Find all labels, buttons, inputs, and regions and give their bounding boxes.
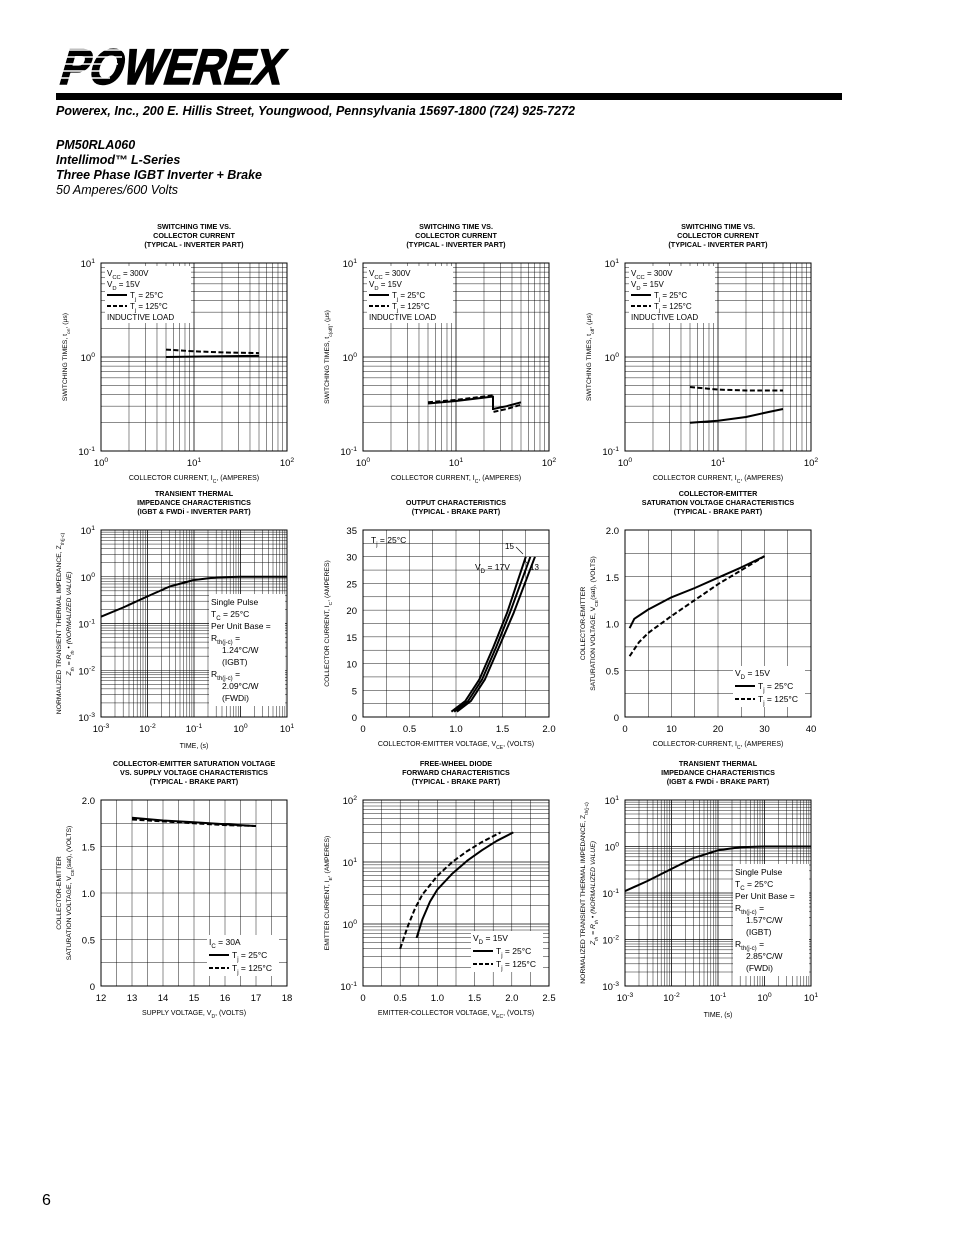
annotation: $R_{th(j-c)}$ = xyxy=(211,669,241,682)
y-tick-label: $10^{-1}$ xyxy=(340,446,357,458)
annotation: $T_j = 25^\circ C$ xyxy=(371,535,407,548)
x-tick-label: 1.5 xyxy=(495,724,510,735)
annotation: 13 xyxy=(530,563,539,572)
chart-title-line: COLLECTOR CURRENT xyxy=(677,231,759,240)
series-line xyxy=(690,387,783,391)
series-line xyxy=(166,350,259,354)
chart-title-line: (TYPICAL - BRAKE PART) xyxy=(411,507,501,516)
x-tick-label: 1.0 xyxy=(430,993,445,1004)
series-line xyxy=(630,556,765,656)
x-tick-label: $10^0$ xyxy=(617,457,633,469)
annotation: $R_{th(j-c)}$ = xyxy=(211,633,241,646)
x-tick-label: $10^0$ xyxy=(93,457,109,469)
y-tick-label: 2.0 xyxy=(605,526,619,537)
x-tick-label: 1.0 xyxy=(449,724,463,735)
annotation: Single Pulse xyxy=(211,597,259,607)
y-tick-label: $10^0$ xyxy=(80,352,95,364)
y-tick-label: 1.5 xyxy=(81,842,95,854)
y-tick-label: $10^2$ xyxy=(342,795,357,807)
chart-title-line: FORWARD CHARACTERISTICS xyxy=(402,768,510,777)
product-description: Three Phase IGBT Inverter + Brake xyxy=(56,168,262,182)
annotation: 1.57°C/W xyxy=(746,915,783,925)
x-tick-label: $10^1$ xyxy=(803,992,819,1004)
x-tick-label: 18 xyxy=(281,993,293,1004)
annotation: Per Unit Base = xyxy=(211,621,271,631)
y-axis-label: NORMALIZED TRANSIENT THERMAL IMPEDANCE, $Z_{th(j-c)}$ xyxy=(580,802,590,984)
x-tick-label: 12 xyxy=(95,993,107,1004)
x-tick-label: 2.5 xyxy=(542,993,556,1004)
series-line xyxy=(451,557,525,712)
chart-title-line: (TYPICAL - INVERTER PART) xyxy=(144,240,244,249)
x-tick-label: 17 xyxy=(250,993,262,1004)
y-tick-label: 30 xyxy=(346,552,357,564)
x-tick-label: $10^{-1}$ xyxy=(709,992,727,1004)
x-tick-label: 20 xyxy=(712,724,724,735)
chart-3 xyxy=(586,222,818,485)
annotation: 1.24°C/W xyxy=(222,645,259,655)
y-axis-label: SWITCHING TIMES, $t_{c(off)}$, (μs) xyxy=(324,310,334,404)
x-tick-label: 14 xyxy=(157,993,169,1004)
x-tick-label: $10^{-1}$ xyxy=(185,723,203,735)
y-axis-label: $Z_{th} = R_{th}$ • (NORMALIZED VALUE) xyxy=(590,840,600,946)
annotation: $V_D = 17V$ xyxy=(475,562,510,575)
legend-entry: $V_D = 15V$ xyxy=(369,280,402,292)
x-tick-label: $10^{-2}$ xyxy=(139,723,156,735)
x-tick-label: $10^{-3}$ xyxy=(92,723,110,735)
chart-title-line: IMPEDANCE CHARACTERISTICS xyxy=(661,768,775,777)
x-axis-label: TIME, (s) xyxy=(703,1012,733,1019)
y-tick-label: $10^{-3}$ xyxy=(78,712,95,724)
series-line xyxy=(166,356,259,357)
x-tick-label: $10^1$ xyxy=(186,457,202,469)
grid xyxy=(363,530,549,717)
x-axis-label: EMITTER-COLLECTOR VOLTAGE, $V_{EC}$, (VOLTS) xyxy=(377,1010,535,1020)
legend-entry: INDUCTIVE LOAD xyxy=(107,313,175,322)
legend-entry: $T_j = 125^\circ C$ xyxy=(496,959,536,972)
y-tick-label: 1.5 xyxy=(605,572,619,584)
y-tick-label: 20 xyxy=(346,606,357,618)
chart-title-line: (IGBT & FWDi - BRAKE PART) xyxy=(666,777,770,786)
y-tick-label: $10^0$ xyxy=(604,352,619,364)
y-tick-label: 15 xyxy=(346,632,357,644)
series-line xyxy=(690,409,783,423)
y-tick-label: 2.0 xyxy=(81,796,95,807)
legend-entry: $T_j = 125^\circ C$ xyxy=(130,302,168,314)
chart-title-line: (TYPICAL - INVERTER PART) xyxy=(668,240,768,249)
legend-entry: $V_D = 15V$ xyxy=(473,933,508,946)
annotation: $T_C = 25^\circ C$ xyxy=(211,609,250,622)
y-tick-label: 0.5 xyxy=(605,666,619,678)
y-tick-label: $10^0$ xyxy=(80,571,95,584)
x-tick-label: 1.5 xyxy=(467,993,482,1004)
legend-entry: $V_{CC} = 300V$ xyxy=(369,269,411,281)
legend-entry: $T_j = 25^\circ C$ xyxy=(392,291,426,303)
x-tick-label: 10 xyxy=(666,724,677,735)
chart-6 xyxy=(580,489,816,751)
chart-5 xyxy=(324,498,556,751)
x-axis-label: COLLECTOR-CURRENT, $I_C$, (AMPERES) xyxy=(652,741,784,751)
x-tick-label: $10^2$ xyxy=(803,457,819,469)
annotation: $T_C = 25^\circ C$ xyxy=(735,879,774,892)
chart-title-line: (TYPICAL - BRAKE PART) xyxy=(411,777,501,786)
y-tick-label: $10^1$ xyxy=(342,857,357,869)
chart-title-line: SWITCHING TIME VS. xyxy=(419,222,493,231)
svg-text:POWEREX: POWEREX xyxy=(54,38,326,95)
legend-entry: $T_j = 125^\circ C$ xyxy=(654,302,692,314)
chart-title-line: TRANSIENT THERMAL xyxy=(154,489,234,498)
annotation: 2.09°C/W xyxy=(222,681,259,691)
x-tick-label: 16 xyxy=(219,993,231,1004)
legend-entry: $V_{CC} = 300V$ xyxy=(107,269,149,281)
chart-title-line: COLLECTOR CURRENT xyxy=(415,231,497,240)
x-tick-label: 15 xyxy=(188,993,200,1004)
chart-title-line: (TYPICAL - BRAKE PART) xyxy=(673,507,763,516)
chart-7 xyxy=(56,759,292,1020)
y-tick-label: 1.0 xyxy=(605,619,619,631)
y-axis-label: COLLECTOR-EMITTER xyxy=(580,586,587,661)
y-tick-label: $10^{-2}$ xyxy=(602,934,619,947)
annotation: (FWDi) xyxy=(222,693,249,703)
x-tick-label: $10^1$ xyxy=(710,457,726,469)
annotation: $R_{th(j-c)}$ = xyxy=(735,939,765,952)
y-axis-label: SATURATION VOLTAGE, $V_{CE}(sat)$, (VOLTS) xyxy=(590,556,600,691)
y-tick-label: 1.0 xyxy=(81,889,95,900)
legend-entry: $V_D = 15V$ xyxy=(735,668,770,681)
y-tick-label: $10^{-1}$ xyxy=(78,446,95,458)
y-axis-label: EMITTER CURRENT, $I_E$, (AMPERES) xyxy=(324,835,334,951)
y-tick-label: $10^{-1}$ xyxy=(602,888,619,900)
legend-entry: $T_j = 125^\circ C$ xyxy=(392,302,430,314)
legend-entry: INDUCTIVE LOAD xyxy=(631,313,699,322)
x-tick-label: 30 xyxy=(759,724,770,735)
x-tick-label: 0 xyxy=(360,993,366,1004)
x-tick-label: 2.0 xyxy=(542,724,556,735)
y-tick-label: $10^{-1}$ xyxy=(78,618,95,631)
legend-entry: $V_D = 15V$ xyxy=(107,280,140,292)
legend-entry: $I_C = 30A$ xyxy=(209,937,241,950)
legend-entry: $T_j = 25^\circ C$ xyxy=(130,291,164,303)
x-tick-label: $10^2$ xyxy=(541,457,557,469)
x-axis-label: COLLECTOR CURRENT, $I_C$, (AMPERES) xyxy=(390,475,522,485)
chart-title-line: VS. SUPPLY VOLTAGE CHARACTERISTICS xyxy=(120,768,268,777)
part-number: PM50RLA060 xyxy=(56,138,136,152)
product-rating: 50 Amperes/600 Volts xyxy=(56,183,179,197)
chart-title-line: TRANSIENT THERMAL xyxy=(678,759,758,768)
y-tick-label: 10 xyxy=(346,659,357,671)
annotation: $R_{th(j-c)}$ = xyxy=(735,903,765,916)
x-tick-label: 0 xyxy=(622,724,628,735)
y-tick-label: 5 xyxy=(351,686,357,698)
chart-9 xyxy=(580,759,818,1019)
x-tick-label: 40 xyxy=(805,724,817,735)
y-tick-label: 0.5 xyxy=(81,935,95,947)
x-tick-label: $10^0$ xyxy=(355,457,371,469)
series-line xyxy=(428,395,521,412)
legend-entry: $V_D = 15V$ xyxy=(631,280,664,292)
annotation: Per Unit Base = xyxy=(735,891,795,901)
y-axis-label: SWITCHING TIMES, $t_{on}$, (μs) xyxy=(62,312,72,402)
legend-entry: $T_j = 25^\circ C$ xyxy=(758,681,794,694)
chart-title-line: COLLECTOR-EMITTER xyxy=(678,489,758,498)
legend-entry: $V_{CC} = 300V$ xyxy=(631,269,673,281)
y-tick-label: $10^{-3}$ xyxy=(602,981,619,993)
annotation: (FWDi) xyxy=(746,963,773,973)
x-tick-label: 0.5 xyxy=(402,724,417,735)
annotation: Single Pulse xyxy=(735,867,783,877)
chart-title-line: OUTPUT CHARACTERISTICS xyxy=(405,498,507,507)
y-tick-label: 35 xyxy=(346,526,357,537)
legend-entry: $T_j = 125^\circ C$ xyxy=(758,694,798,707)
legend-entry: $T_j = 25^\circ C$ xyxy=(232,950,268,963)
x-tick-label: 0 xyxy=(360,724,366,735)
chart-title-line: IMPEDANCE CHARACTERISTICS xyxy=(137,498,251,507)
y-axis-label: COLLECTOR-EMITTER xyxy=(56,856,63,930)
chart-4 xyxy=(56,489,294,750)
y-tick-label: $10^0$ xyxy=(342,919,357,931)
legend-entry: $T_j = 25^\circ C$ xyxy=(496,946,532,959)
chart-title-line: COLLECTOR CURRENT xyxy=(153,231,235,240)
x-tick-label: 0.5 xyxy=(393,993,407,1004)
annotation: (IGBT) xyxy=(746,927,772,937)
annotation: 2.85°C/W xyxy=(746,951,783,961)
y-tick-label: 0 xyxy=(613,713,619,724)
chart-title-line: (TYPICAL - BRAKE PART) xyxy=(149,777,239,786)
legend-entry: $T_j = 125^\circ C$ xyxy=(232,963,272,976)
company-address: Powerex, Inc., 200 E. Hillis Street, Youngwood, Pennsylvania 15697-1800 (724) 925-7272 xyxy=(56,104,575,118)
y-tick-label: 0 xyxy=(351,713,357,724)
y-tick-label: $10^1$ xyxy=(604,795,619,807)
legend-entry: INDUCTIVE LOAD xyxy=(369,313,437,322)
x-axis-label: COLLECTOR CURRENT, $I_C$, (AMPERES) xyxy=(128,475,260,485)
y-tick-label: $10^{-1}$ xyxy=(602,446,619,458)
chart-title-line: (IGBT & FWDi - INVERTER PART) xyxy=(137,507,251,516)
x-tick-label: $10^0$ xyxy=(233,723,248,735)
legend-entry: $T_j = 25^\circ C$ xyxy=(654,291,688,303)
y-axis-label: COLLECTOR CURRENT, $I_C$, (AMPERES) xyxy=(324,560,334,687)
y-tick-label: $10^1$ xyxy=(342,258,357,270)
y-tick-label: 0 xyxy=(89,982,95,993)
series-line xyxy=(630,556,765,628)
chart-1 xyxy=(62,222,294,485)
x-axis-label: TIME, (s) xyxy=(179,743,209,750)
annotation: (IGBT) xyxy=(222,657,248,667)
annotation: 15 xyxy=(505,542,514,551)
chart-title-line: SATURATION VOLTAGE CHARACTERISTICS xyxy=(641,498,795,507)
y-tick-label: $10^0$ xyxy=(604,841,619,854)
x-tick-label: $10^1$ xyxy=(279,723,295,735)
y-tick-label: $10^{-2}$ xyxy=(78,665,95,678)
y-tick-label: $10^{-1}$ xyxy=(340,981,357,993)
y-tick-label: $10^0$ xyxy=(342,352,357,364)
series-name: Intellimod™ L-Series xyxy=(56,153,181,167)
chart-title-line: SWITCHING TIME VS. xyxy=(157,222,231,231)
x-axis-label: COLLECTOR CURRENT, $I_C$, (AMPERES) xyxy=(652,475,784,485)
x-tick-label: $10^{-2}$ xyxy=(663,992,680,1004)
y-tick-label: $10^1$ xyxy=(80,258,95,270)
x-axis-label: SUPPLY VOLTAGE, $V_D$, (VOLTS) xyxy=(141,1010,247,1020)
series-line xyxy=(457,557,535,712)
x-axis-label: COLLECTOR-EMITTER VOLTAGE, $V_{CE}$, (VOLTS) xyxy=(377,741,535,751)
chart-title-line: (TYPICAL - INVERTER PART) xyxy=(406,240,506,249)
chart-8 xyxy=(324,759,556,1020)
x-tick-label: $10^2$ xyxy=(279,457,295,469)
chart-title-line: COLLECTOR-EMITTER SATURATION VOLTAGE xyxy=(112,759,276,768)
y-axis-label: SATURATION VOLTAGE, $V_{CE}(sat)$, (VOLTS) xyxy=(66,825,76,961)
x-tick-label: 2.0 xyxy=(505,993,519,1004)
y-tick-label: $10^1$ xyxy=(80,525,95,537)
y-tick-label: 25 xyxy=(346,579,357,591)
chart-2 xyxy=(324,222,556,485)
y-axis-label: NORMALIZED TRANSIENT THERMAL IMPEDANCE, $Z_{th(j-c)}$ xyxy=(56,532,66,715)
x-tick-label: $10^{-3}$ xyxy=(616,992,634,1004)
y-axis-label: SWITCHING TIMES, $t_{off}$, (μs) xyxy=(586,312,596,402)
y-tick-label: $10^1$ xyxy=(604,258,619,270)
page-number: 6 xyxy=(42,1192,51,1209)
chart-title-line: FREE-WHEEL DIODE xyxy=(419,759,493,768)
chart-title-line: SWITCHING TIME VS. xyxy=(681,222,755,231)
x-tick-label: $10^0$ xyxy=(757,992,772,1004)
y-axis-label: $Z_{th} = R_{th}$ • (NORMALIZED VALUE) xyxy=(66,571,76,676)
x-tick-label: 13 xyxy=(126,993,138,1004)
x-tick-label: $10^1$ xyxy=(448,457,464,469)
